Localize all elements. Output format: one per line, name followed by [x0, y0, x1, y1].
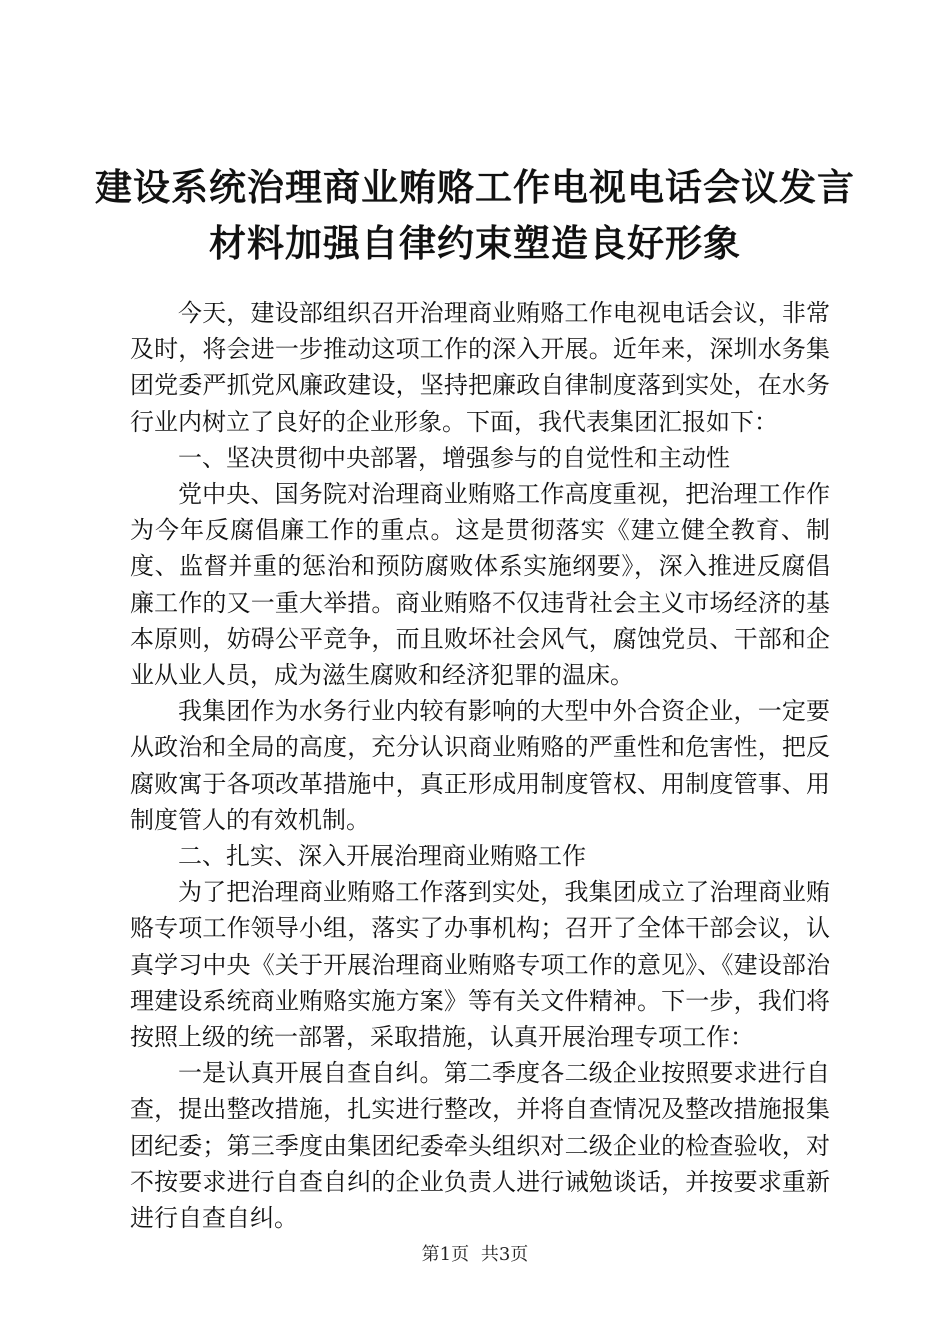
- section-heading-1: 一、坚决贯彻中央部署，增强参与的自觉性和主动性: [178, 443, 730, 472]
- document-title-line-1: 建设系统治理商业贿赂工作电视电话会议发言: [95, 165, 855, 209]
- page-footer: [0, 1243, 950, 1267]
- page-number: 第1页: [421, 1244, 470, 1265]
- document-title-line-2: 材料加强自律约束塑造良好形象: [209, 221, 741, 265]
- paragraph-group-commitment: 我集团作为水务行业内较有影响的大型中外合资企业，一定要从政治和全局的高度，充分认识商业贿赂的严重性和危害性，把反腐败寓于各项改革措施中，真正形成用制度管权、用制度管事、用制度管人的有效机制。: [130, 697, 830, 834]
- section-heading-2: 二、扎实、深入开展治理商业贿赂工作: [178, 842, 586, 871]
- page-total: 共3页: [480, 1244, 529, 1265]
- paragraph-central-deployment: 党中央、国务院对治理商业贿赂工作高度重视，把治理工作作为今年反腐倡廉工作的重点。这是贯彻落实《建立健全教育、制度、监督并重的惩治和预防腐败体系实施纲要》，深入推进反腐倡廉工作的又一重大举措。商业贿赂不仅违背社会主义市场经济的基本原则，妨碍公平竞争，而且败坏社会风气，腐蚀党员、干部和企业从业人员，成为滋生腐败和经济犯罪的温床。: [130, 480, 830, 690]
- paragraph-self-inspection: 一是认真开展自查自纠。第二季度各二级企业按照要求进行自查，提出整改措施，扎实进行整改，并将自查情况及整改措施报集团纪委；第三季度由集团纪委牵头组织对二级企业的检查验收，对不按要求进行自查自纠的企业负责人进行诫勉谈话，并按要求重新进行自查自纠。: [130, 1059, 830, 1233]
- document-body: [130, 295, 830, 1236]
- paragraph-organization: 为了把治理商业贿赂工作落到实处，我集团成立了治理商业贿赂专项工作领导小组，落实了办事机构；召开了全体干部会议，认真学习中央《关于开展治理商业贿赂专项工作的意见》、《建设部治理建设系统商业贿赂实施方案》等有关文件精神。下一步，我们将按照上级的统一部署，采取措施，认真开展治理专项工作：: [130, 878, 830, 1052]
- paragraph-intro: 今天，建设部组织召开治理商业贿赂工作电视电话会议，非常及时，将会进一步推动这项工作的深入开展。近年来，深圳水务集团党委严抓党风廉政建设，坚持把廉政自律制度落到实处，在水务行业内树立了良好的企业形象。下面，我代表集团汇报如下：: [130, 299, 830, 436]
